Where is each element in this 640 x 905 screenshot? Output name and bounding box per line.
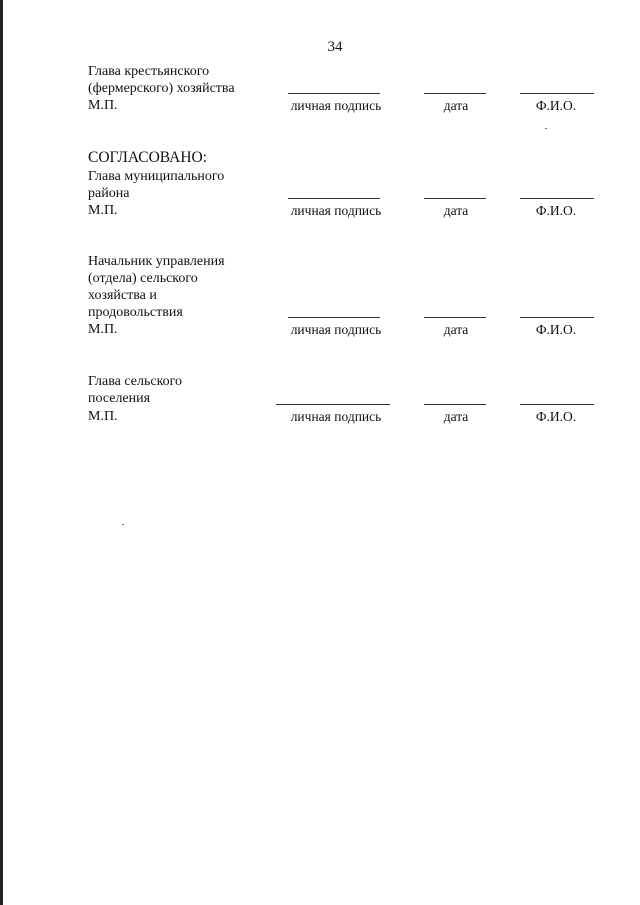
- block-title-line: Глава сельского: [88, 374, 183, 389]
- stamp-label: М.П.: [88, 322, 118, 337]
- scan-speck: [122, 524, 124, 525]
- stamp-label: М.П.: [88, 98, 118, 113]
- signature-block-settlement-head: [0, 0, 640, 440]
- block-title-line: (фермерского) хозяйства: [88, 81, 235, 96]
- stamp-label: М.П.: [88, 203, 118, 218]
- date-line: [424, 404, 486, 405]
- name-caption: Ф.И.О.: [535, 409, 577, 424]
- signature-caption: личная подпись: [290, 409, 382, 424]
- block-title-line: Начальник управления: [88, 254, 225, 269]
- signature-line: [276, 404, 390, 405]
- date-caption: дата: [443, 409, 469, 424]
- block-title-line: Глава крестьянского: [88, 64, 210, 79]
- name-line: [520, 404, 594, 405]
- name-caption: Ф.И.О.: [535, 322, 577, 337]
- name-caption: Ф.И.О.: [535, 203, 577, 218]
- signature-caption: личная подпись: [290, 98, 382, 113]
- block-title-line: поселения: [88, 391, 151, 406]
- block-title-line: Глава муниципального: [88, 169, 225, 184]
- stamp-label: М.П.: [88, 409, 118, 424]
- page-number: 34: [327, 39, 343, 55]
- name-caption: Ф.И.О.: [535, 98, 577, 113]
- date-caption: дата: [443, 203, 469, 218]
- approved-heading: СОГЛАСОВАНО:: [88, 149, 208, 166]
- date-caption: дата: [443, 98, 469, 113]
- block-title-line: продовольствия: [88, 305, 183, 320]
- block-title-line: хозяйства и: [88, 288, 157, 303]
- signature-caption: личная подпись: [290, 203, 382, 218]
- signature-caption: личная подпись: [290, 322, 382, 337]
- block-title-line: района: [88, 186, 130, 201]
- block-title-line: (отдела) сельского: [88, 271, 198, 286]
- date-caption: дата: [443, 322, 469, 337]
